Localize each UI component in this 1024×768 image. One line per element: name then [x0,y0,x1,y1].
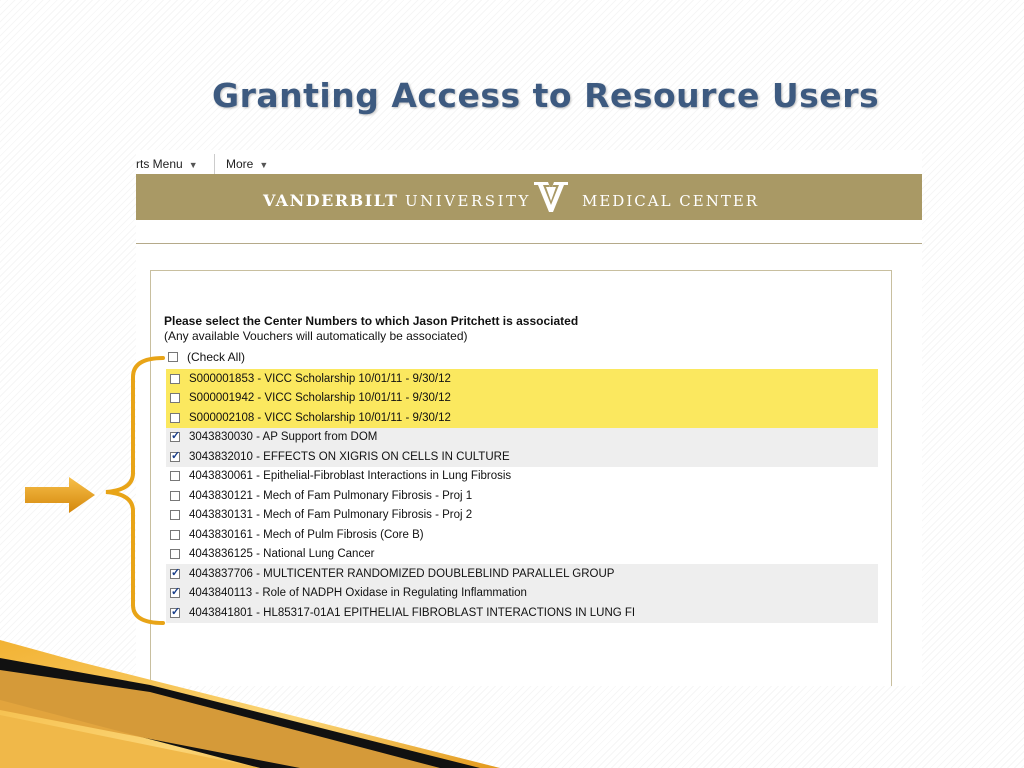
curly-bracket-icon [103,355,167,627]
chevron-down-icon: ▼ [188,160,198,170]
list-item-label: S000002108 - VICC Scholarship 10/01/11 - 9/30/12 [189,411,451,424]
check-all-label: (Check All) [187,350,246,364]
checkbox-icon[interactable] [170,549,180,559]
list-item-label: 3043832010 - EFFECTS ON XIGRIS ON CELLS IN CULTURE [189,450,510,463]
checkbox-icon[interactable] [170,413,180,423]
vu-logo-icon [533,180,569,214]
check-all-checkbox[interactable] [168,352,178,362]
reports-menu[interactable] [136,157,198,171]
banner-medical-center: MEDICAL CENTER [582,192,760,210]
list-item[interactable] [166,603,878,623]
more-menu-label: More [226,157,254,171]
list-item[interactable] [166,486,878,506]
list-item-label: 4043837706 - MULTICENTER RANDOMIZED DOUBLEBLIND PARALLEL GROUP [189,567,615,580]
nav-separator [214,154,215,174]
list-item[interactable] [166,428,878,448]
list-item[interactable] [166,506,878,526]
arrow-right-icon [23,477,99,517]
list-item-label: S000001942 - VICC Scholarship 10/01/11 - 9/30/12 [189,392,451,405]
center-number-list [166,369,878,623]
list-item-label: S000001853 - VICC Scholarship 10/01/11 - 9/30/12 [189,372,451,385]
slide-title: Granting Access to Resource Users [212,76,880,115]
checkbox-icon[interactable] [170,608,180,618]
check-all-option[interactable] [168,350,245,364]
list-item-label: 4043830121 - Mech of Fam Pulmonary Fibrosis - Proj 1 [189,489,473,502]
banner-vanderbilt: VANDERBILT [263,191,399,210]
vumc-banner [136,174,922,220]
checkbox-icon[interactable] [170,569,180,579]
divider [136,243,922,244]
list-item-label: 4043840113 - Role of NADPH Oxidase in Regulating Inflammation [189,587,527,600]
list-item-label: 4043830161 - Mech of Pulm Fibrosis (Core B) [189,528,424,541]
checkbox-icon[interactable] [170,452,180,462]
more-menu[interactable] [226,157,268,171]
checkbox-icon[interactable] [170,588,180,598]
app-screenshot [136,150,922,686]
banner-university: UNIVERSITY [405,192,531,210]
center-selection-panel [150,270,892,686]
list-item[interactable] [166,369,878,389]
list-item[interactable] [166,467,878,487]
top-nav [136,150,922,174]
chevron-down-icon: ▼ [259,160,269,170]
banner-wordmark-left [263,191,531,210]
checkbox-icon[interactable] [170,471,180,481]
checkbox-icon[interactable] [170,530,180,540]
checkbox-icon[interactable] [170,491,180,501]
corner-decoration [0,640,520,768]
list-item[interactable] [166,564,878,584]
list-item[interactable] [166,447,878,467]
list-item-label: 3043830030 - AP Support from DOM [189,431,378,444]
list-item-label: 4043841801 - HL85317-01A1 EPITHELIAL FIBROBLAST INTERACTIONS IN LUNG FI [189,606,636,619]
instruction-text: Please select the Center Numbers to which Jason Pritchett is associated [164,314,579,328]
list-item[interactable] [166,408,878,428]
list-item[interactable] [166,545,878,565]
checkbox-icon[interactable] [170,393,180,403]
instructions [164,314,578,344]
list-item[interactable] [166,584,878,604]
list-item-label: 4043830061 - Epithelial-Fibroblast Interactions in Lung Fibrosis [189,470,512,483]
list-item-label: 4043836125 - National Lung Cancer [189,548,375,561]
list-item[interactable] [166,525,878,545]
checkbox-icon[interactable] [170,510,180,520]
list-item-label: 4043830131 - Mech of Fam Pulmonary Fibrosis - Proj 2 [189,509,473,522]
reports-menu-label: rts Menu [136,157,183,171]
checkbox-icon[interactable] [170,374,180,384]
checkbox-icon[interactable] [170,432,180,442]
voucher-note: (Any available Vouchers will automatically be associated) [164,329,468,343]
list-item[interactable] [166,389,878,409]
